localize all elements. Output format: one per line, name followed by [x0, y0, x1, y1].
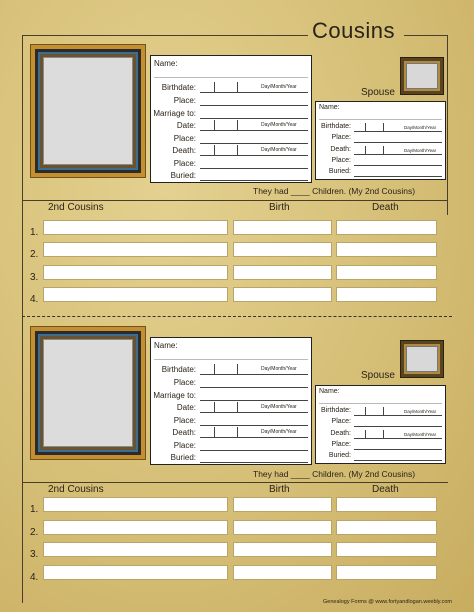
- children-count-line: They had ____ Children. (My 2nd Cousins): [253, 469, 416, 479]
- row-number: 4.: [30, 294, 39, 305]
- date-format-hint: Day/Month/Year: [404, 125, 437, 130]
- cousin-birth-field[interactable]: [233, 265, 332, 280]
- spouse-death-line[interactable]: [354, 154, 442, 155]
- cousin-name-field[interactable]: [43, 565, 228, 580]
- death-place-label: Place:: [173, 441, 196, 450]
- portrait-frame-2: [30, 326, 146, 460]
- cousin-death-field[interactable]: [336, 565, 437, 580]
- top-border-right: [404, 35, 448, 36]
- date-tick: [383, 407, 384, 415]
- buried-label: Buried:: [170, 453, 196, 462]
- spouse-birthdate-label: Birthdate:: [321, 123, 351, 130]
- section-divider-1: [22, 200, 448, 201]
- section-divider-2: [22, 482, 448, 483]
- row-number: 4.: [30, 572, 39, 583]
- death-line[interactable]: [200, 437, 308, 438]
- marriage-place-label: Place:: [173, 134, 196, 143]
- cousin-death-field[interactable]: [336, 497, 437, 512]
- name-line[interactable]: [154, 359, 308, 360]
- row-number: 3.: [30, 549, 39, 560]
- marriage-date-line[interactable]: [200, 412, 308, 413]
- death-place-line[interactable]: [200, 168, 308, 169]
- birthdate-label: Birthdate:: [161, 365, 196, 374]
- page-title: Cousins: [312, 18, 395, 43]
- row-number: 1.: [30, 227, 39, 238]
- cousin-name-field[interactable]: [43, 242, 228, 257]
- spouse-info-box-1: [315, 101, 446, 180]
- cousin-birth-field[interactable]: [233, 497, 332, 512]
- row-number: 3.: [30, 272, 39, 283]
- date-tick: [383, 146, 384, 154]
- spouse-birth-place-label: Place:: [331, 134, 351, 141]
- death-place-line[interactable]: [200, 450, 308, 451]
- spouse-death-label: Death:: [330, 430, 351, 437]
- spouse-death-place-line[interactable]: [354, 165, 442, 166]
- children-count-line: They had ____ Children. (My 2nd Cousins): [253, 186, 416, 196]
- portrait-frame-1: [30, 44, 146, 178]
- spouse-buried-label: Buried:: [328, 168, 351, 175]
- cousin-name-field[interactable]: [43, 265, 228, 280]
- date-format-hint: Day/Month/Year: [261, 84, 297, 90]
- cousin-birth-field[interactable]: [233, 220, 332, 235]
- cousin-death-field[interactable]: [336, 542, 437, 557]
- date-tick: [383, 430, 384, 438]
- date-tick: [237, 82, 238, 92]
- spouse-info-box-2: [315, 385, 446, 464]
- row-number: 2.: [30, 249, 39, 260]
- date-tick: [237, 120, 238, 130]
- footer-credit: Genealogy Forms @ www.fortyandlogan.weebly.com: [323, 599, 452, 605]
- spouse-death-place-label: Place:: [331, 157, 351, 164]
- spouse-buried-line[interactable]: [354, 460, 442, 461]
- spouse-photo-1[interactable]: [406, 63, 438, 89]
- buried-label: Buried:: [170, 171, 196, 180]
- person-info-box-1: [150, 55, 312, 183]
- spouse-frame-1: [400, 57, 444, 95]
- spouse-birthdate-label: Birthdate:: [321, 407, 351, 414]
- marriage-place-line[interactable]: [200, 425, 308, 426]
- cut-line: [22, 316, 452, 317]
- spouse-label: Spouse: [361, 370, 395, 381]
- cousin-death-field[interactable]: [336, 287, 437, 302]
- name-line[interactable]: [154, 77, 308, 78]
- date-format-hint: Day/Month/Year: [261, 429, 297, 435]
- marriage-date-line[interactable]: [200, 130, 308, 131]
- marriage-place-line[interactable]: [200, 143, 308, 144]
- spouse-birthdate-line[interactable]: [354, 131, 442, 132]
- col-header-death: Death: [372, 484, 399, 495]
- cousin-death-field[interactable]: [336, 265, 437, 280]
- birth-place-line[interactable]: [200, 105, 308, 106]
- date-format-hint: Day/Month/Year: [404, 148, 437, 153]
- date-format-hint: Day/Month/Year: [404, 432, 437, 437]
- cousin-name-field[interactable]: [43, 287, 228, 302]
- right-border: [447, 35, 448, 215]
- person-info-box-2: [150, 337, 312, 465]
- date-format-hint: Day/Month/Year: [404, 409, 437, 414]
- spouse-label: Spouse: [361, 87, 395, 98]
- row-number: 1.: [30, 504, 39, 515]
- spouse-photo-2[interactable]: [406, 346, 438, 372]
- date-tick: [237, 364, 238, 374]
- cousin-name-field[interactable]: [43, 542, 228, 557]
- date-tick: [237, 402, 238, 412]
- spouse-death-label: Death:: [330, 146, 351, 153]
- birthdate-line[interactable]: [200, 92, 308, 93]
- birth-place-label: Place:: [173, 96, 196, 105]
- col-header-birth: Birth: [269, 202, 290, 213]
- name-label: Name:: [154, 59, 178, 68]
- date-tick: [365, 407, 366, 415]
- cousin-death-field[interactable]: [336, 242, 437, 257]
- death-place-label: Place:: [173, 159, 196, 168]
- name-label: Name:: [154, 341, 178, 350]
- spouse-death-place-label: Place:: [331, 441, 351, 448]
- spouse-frame-2: [400, 340, 444, 378]
- marriage-line[interactable]: [200, 118, 308, 119]
- portrait-photo-2[interactable]: [43, 339, 133, 447]
- cousin-name-field[interactable]: [43, 220, 228, 235]
- death-line[interactable]: [200, 155, 308, 156]
- marriage-label: Marriage to:: [153, 109, 196, 118]
- marriage-date-label: Date:: [176, 121, 196, 130]
- cousin-death-field[interactable]: [336, 520, 437, 535]
- birthdate-label: Birthdate:: [161, 83, 196, 92]
- left-border: [22, 35, 23, 603]
- col-header-cousins: 2nd Cousins: [48, 202, 104, 213]
- spouse-death-place-line[interactable]: [354, 449, 442, 450]
- death-label: Death:: [172, 146, 196, 155]
- date-tick: [365, 146, 366, 154]
- marriage-label: Marriage to:: [153, 391, 196, 400]
- birth-place-line[interactable]: [200, 387, 308, 388]
- spouse-buried-line[interactable]: [354, 176, 442, 177]
- marriage-line[interactable]: [200, 400, 308, 401]
- buried-line[interactable]: [200, 180, 308, 181]
- death-label: Death:: [172, 428, 196, 437]
- cousin-name-field[interactable]: [43, 520, 228, 535]
- date-tick: [214, 120, 215, 130]
- spouse-name-line[interactable]: [319, 119, 442, 120]
- date-tick: [214, 145, 215, 155]
- cousin-birth-field[interactable]: [233, 565, 332, 580]
- row-number: 2.: [30, 527, 39, 538]
- date-tick: [214, 402, 215, 412]
- spouse-birthdate-line[interactable]: [354, 415, 442, 416]
- marriage-date-label: Date:: [176, 403, 196, 412]
- cousin-birth-field[interactable]: [233, 520, 332, 535]
- marriage-place-label: Place:: [173, 416, 196, 425]
- date-tick: [383, 123, 384, 131]
- cousin-birth-field[interactable]: [233, 287, 332, 302]
- date-tick: [365, 123, 366, 131]
- date-tick: [237, 427, 238, 437]
- date-tick: [214, 427, 215, 437]
- date-tick: [214, 364, 215, 374]
- col-header-death: Death: [372, 202, 399, 213]
- col-header-cousins: 2nd Cousins: [48, 484, 104, 495]
- birthdate-line[interactable]: [200, 374, 308, 375]
- spouse-death-line[interactable]: [354, 438, 442, 439]
- date-format-hint: Day/Month/Year: [261, 147, 297, 153]
- cousin-birth-field[interactable]: [233, 542, 332, 557]
- cousin-birth-field[interactable]: [233, 242, 332, 257]
- date-format-hint: Day/Month/Year: [261, 404, 297, 410]
- spouse-name-line[interactable]: [319, 403, 442, 404]
- spouse-birth-place-label: Place:: [331, 418, 351, 425]
- top-border-left: [22, 35, 308, 36]
- cousin-death-field[interactable]: [336, 220, 437, 235]
- buried-line[interactable]: [200, 462, 308, 463]
- date-tick: [237, 145, 238, 155]
- spouse-birth-place-line[interactable]: [354, 426, 442, 427]
- birth-place-label: Place:: [173, 378, 196, 387]
- col-header-birth: Birth: [269, 484, 290, 495]
- date-tick: [214, 82, 215, 92]
- spouse-birth-place-line[interactable]: [354, 142, 442, 143]
- date-tick: [365, 430, 366, 438]
- spouse-name-label: Name:: [319, 104, 340, 111]
- date-format-hint: Day/Month/Year: [261, 366, 297, 372]
- date-format-hint: Day/Month/Year: [261, 122, 297, 128]
- portrait-photo-1[interactable]: [43, 57, 133, 165]
- spouse-buried-label: Buried:: [328, 452, 351, 459]
- cousin-name-field[interactable]: [43, 497, 228, 512]
- spouse-name-label: Name:: [319, 388, 340, 395]
